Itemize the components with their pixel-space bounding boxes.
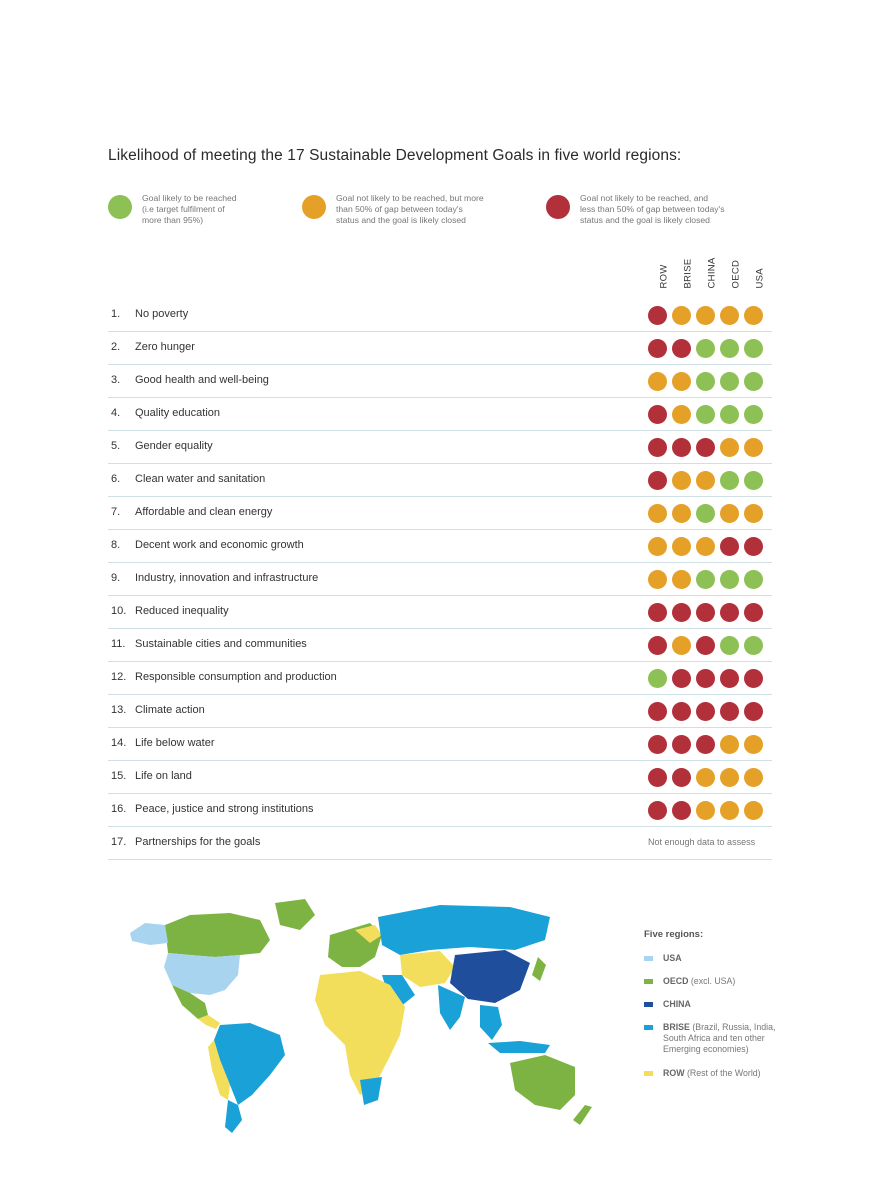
goal-row xyxy=(108,629,772,662)
status-dot-green xyxy=(720,471,739,490)
column-label: OECD xyxy=(730,259,742,289)
status-dots xyxy=(648,669,768,688)
status-dots xyxy=(648,306,768,325)
goal-row xyxy=(108,464,772,497)
goal-label: Industry, innovation and infrastructure xyxy=(135,572,319,584)
status-dot-red xyxy=(672,603,691,622)
status-dot-red xyxy=(648,735,667,754)
map-brise-indonesia xyxy=(488,1041,550,1053)
goal-number: 10. xyxy=(111,605,127,617)
status-dot-orange xyxy=(672,636,691,655)
map-china xyxy=(450,950,530,1003)
goal-number: 4. xyxy=(111,407,121,419)
column-label: BRISE xyxy=(682,258,694,289)
status-dot-red xyxy=(672,801,691,820)
legend-text-line: less than 50% of gap between today's xyxy=(580,204,725,214)
legend-text-line: (i.e target fulfilment of xyxy=(142,204,225,214)
status-dot-orange xyxy=(672,537,691,556)
status-dot-orange xyxy=(720,735,739,754)
status-dot-red xyxy=(648,603,667,622)
status-dot-orange xyxy=(744,438,763,457)
status-dot-red xyxy=(672,768,691,787)
map-oecd-canada xyxy=(165,913,270,957)
map-oecd-japan xyxy=(532,957,546,981)
status-dots xyxy=(648,471,768,490)
goal-number: 5. xyxy=(111,440,121,452)
status-dot-green xyxy=(744,636,763,655)
status-dot-orange xyxy=(744,504,763,523)
goal-number: 8. xyxy=(111,539,121,551)
status-dot-green xyxy=(648,669,667,688)
goal-row xyxy=(108,332,772,365)
goal-row xyxy=(108,827,772,860)
status-dot-red xyxy=(648,702,667,721)
status-dot-green xyxy=(744,339,763,358)
map-brise-russia xyxy=(378,905,550,955)
status-dots xyxy=(648,570,768,589)
legend-text-line: Goal likely to be reached xyxy=(142,193,237,203)
goal-row xyxy=(108,497,772,530)
region-name: ROW xyxy=(663,1068,685,1078)
map-row-africa xyxy=(315,971,405,1095)
status-dot-orange xyxy=(648,537,667,556)
region-swatch xyxy=(644,1002,653,1007)
status-dot-orange xyxy=(720,438,739,457)
status-dot-red xyxy=(744,537,763,556)
status-dot-red xyxy=(696,735,715,754)
status-dots xyxy=(648,735,768,754)
world-map xyxy=(120,895,610,1140)
status-dot-orange xyxy=(672,504,691,523)
status-dot-red xyxy=(696,702,715,721)
region-name: BRISE xyxy=(663,1022,690,1032)
legend-text-line: status and the goal is likely closed xyxy=(580,215,710,225)
status-dots xyxy=(648,702,768,721)
region-legend-brise xyxy=(644,1022,794,1055)
goal-row xyxy=(108,398,772,431)
status-dot-green xyxy=(720,405,739,424)
region-name: CHINA xyxy=(663,999,691,1009)
goal-number: 12. xyxy=(111,671,127,683)
legend-unlikely xyxy=(546,193,725,226)
goal-row xyxy=(108,761,772,794)
goal-number: 2. xyxy=(111,341,121,353)
status-dots xyxy=(648,405,768,424)
status-dot-orange xyxy=(672,372,691,391)
goal-row xyxy=(108,728,772,761)
map-oecd-greenland xyxy=(275,899,315,930)
goal-number: 17. xyxy=(111,836,127,848)
status-dot-green xyxy=(696,405,715,424)
status-dot-red xyxy=(648,438,667,457)
status-dot-orange xyxy=(696,768,715,787)
status-dot-orange xyxy=(720,504,739,523)
status-dot-red xyxy=(648,801,667,820)
status-dot-red xyxy=(648,636,667,655)
column-label: CHINA xyxy=(706,257,718,289)
map-brise-se-asia xyxy=(480,1005,502,1040)
status-dot-green xyxy=(720,339,739,358)
status-dots xyxy=(648,372,768,391)
legend-likely xyxy=(108,193,237,226)
status-dot-red xyxy=(648,405,667,424)
status-dot-red xyxy=(648,339,667,358)
goal-row xyxy=(108,530,772,563)
legend-dot-red xyxy=(546,195,570,219)
goal-row xyxy=(108,563,772,596)
status-dot-orange xyxy=(744,306,763,325)
status-dots xyxy=(648,438,768,457)
region-legend-china xyxy=(644,999,691,1010)
legend-text-line: Goal not likely to be reached, and xyxy=(580,193,709,203)
goal-row xyxy=(108,431,772,464)
region-legend-usa xyxy=(644,953,682,964)
status-dots xyxy=(648,537,768,556)
legend-text-line: Goal not likely to be reached, but more xyxy=(336,193,484,203)
goal-label: No poverty xyxy=(135,308,189,320)
status-dot-green xyxy=(744,372,763,391)
map-brise-argentina xyxy=(225,1100,242,1133)
goal-row xyxy=(108,299,772,332)
status-dot-orange xyxy=(744,735,763,754)
status-dot-green xyxy=(696,372,715,391)
legend-dot-orange xyxy=(302,195,326,219)
status-dot-red xyxy=(672,702,691,721)
status-dot-red xyxy=(672,438,691,457)
status-dot-red xyxy=(696,603,715,622)
goal-number: 7. xyxy=(111,506,121,518)
goal-label: Good health and well-being xyxy=(135,374,269,386)
goal-number: 13. xyxy=(111,704,127,716)
status-dot-orange xyxy=(696,306,715,325)
status-dot-orange xyxy=(720,306,739,325)
map-oecd-nz xyxy=(573,1105,592,1125)
region-name: OECD xyxy=(663,976,689,986)
region-desc: (Brazil, Russia, India, South Africa and ten other Emerging economies) xyxy=(663,1022,776,1054)
goal-number: 16. xyxy=(111,803,127,815)
status-dot-green xyxy=(744,405,763,424)
status-dot-red xyxy=(744,603,763,622)
goal-row xyxy=(108,662,772,695)
status-dot-orange xyxy=(672,405,691,424)
region-legend-oecd xyxy=(644,976,735,987)
region-name: USA xyxy=(663,953,682,963)
goal-number: 6. xyxy=(111,473,121,485)
status-dot-red xyxy=(648,768,667,787)
status-dot-orange xyxy=(696,537,715,556)
status-dot-orange xyxy=(672,471,691,490)
status-dot-orange xyxy=(720,801,739,820)
region-swatch xyxy=(644,979,653,984)
column-label: USA xyxy=(754,268,766,289)
regions-title: Five regions: xyxy=(644,929,704,940)
goal-label: Gender equality xyxy=(135,440,213,452)
legend-dot-green xyxy=(108,195,132,219)
region-swatch xyxy=(644,1071,653,1076)
map-usa-alaska xyxy=(130,923,168,945)
status-dot-orange xyxy=(672,570,691,589)
status-dot-orange xyxy=(744,768,763,787)
status-dots xyxy=(648,636,768,655)
goal-number: 11. xyxy=(111,638,126,650)
goal-label: Affordable and clean energy xyxy=(135,506,273,518)
status-dot-green xyxy=(696,504,715,523)
goal-number: 1. xyxy=(111,308,121,320)
status-dot-red xyxy=(696,438,715,457)
status-dot-red xyxy=(744,702,763,721)
status-dot-red xyxy=(720,603,739,622)
status-dot-red xyxy=(720,669,739,688)
goal-label: Sustainable cities and communities xyxy=(135,638,307,650)
status-dot-red xyxy=(672,669,691,688)
goal-label: Peace, justice and strong institutions xyxy=(135,803,314,815)
page-title: Likelihood of meeting the 17 Sustainable Development Goals in five world regions: xyxy=(108,147,682,164)
column-header-brise xyxy=(671,258,695,294)
goal-label: Clean water and sanitation xyxy=(135,473,266,485)
map-oecd-australia xyxy=(510,1055,575,1110)
status-dot-green xyxy=(720,636,739,655)
status-dot-green xyxy=(720,372,739,391)
status-dots xyxy=(648,339,768,358)
status-dot-red xyxy=(744,669,763,688)
goal-label: Partnerships for the goals xyxy=(135,836,261,848)
goal-row xyxy=(108,695,772,728)
status-dot-red xyxy=(696,636,715,655)
goal-number: 9. xyxy=(111,572,121,584)
goal-label: Quality education xyxy=(135,407,220,419)
column-header-row xyxy=(647,262,671,294)
status-dot-orange xyxy=(648,570,667,589)
region-desc: (excl. USA) xyxy=(688,976,736,986)
goal-number: 14. xyxy=(111,737,127,749)
status-dot-red xyxy=(672,339,691,358)
goal-number: 15. xyxy=(111,770,127,782)
status-dot-red xyxy=(648,471,667,490)
no-data-note: Not enough data to assess xyxy=(648,837,756,847)
status-dot-green xyxy=(696,339,715,358)
region-desc: (Rest of the World) xyxy=(684,1068,761,1078)
legend-text-line: than 50% of gap between today's xyxy=(336,204,463,214)
goal-label: Zero hunger xyxy=(135,341,195,353)
status-dot-orange xyxy=(720,768,739,787)
legend-text-line: more than 95%) xyxy=(142,215,204,225)
status-dots xyxy=(648,801,768,820)
region-swatch xyxy=(644,1025,653,1030)
map-brise-south-africa xyxy=(360,1077,382,1105)
status-dots xyxy=(648,768,768,787)
status-dot-green xyxy=(720,570,739,589)
column-header-oecd xyxy=(719,259,743,294)
region-swatch xyxy=(644,956,653,961)
status-dot-orange xyxy=(696,801,715,820)
status-dot-red xyxy=(648,306,667,325)
legend-text-line: status and the goal is likely closed xyxy=(336,215,466,225)
status-dot-red xyxy=(720,537,739,556)
status-dot-green xyxy=(696,570,715,589)
goal-label: Life on land xyxy=(135,770,192,782)
status-dot-orange xyxy=(744,801,763,820)
status-dot-green xyxy=(744,471,763,490)
legend-partial xyxy=(302,193,484,226)
goal-label: Life below water xyxy=(135,737,215,749)
column-label: ROW xyxy=(658,264,670,289)
status-dot-red xyxy=(696,669,715,688)
column-header-china xyxy=(695,257,719,294)
goals-table xyxy=(108,299,772,860)
status-dot-orange xyxy=(648,372,667,391)
goal-label: Responsible consumption and production xyxy=(135,671,337,683)
status-dot-orange xyxy=(648,504,667,523)
map-row-central-asia xyxy=(400,951,455,987)
region-legend-row xyxy=(644,1068,761,1079)
goal-row xyxy=(108,596,772,629)
goal-row xyxy=(108,365,772,398)
status-dot-red xyxy=(720,702,739,721)
status-dots xyxy=(648,504,768,523)
status-dot-green xyxy=(744,570,763,589)
goal-number: 3. xyxy=(111,374,121,386)
goal-label: Reduced inequality xyxy=(135,605,229,617)
status-dot-orange xyxy=(672,306,691,325)
status-dots xyxy=(648,603,768,622)
goal-row xyxy=(108,794,772,827)
status-dot-orange xyxy=(696,471,715,490)
goal-label: Decent work and economic growth xyxy=(135,539,304,551)
column-header-usa xyxy=(743,262,767,294)
status-dot-red xyxy=(672,735,691,754)
goal-label: Climate action xyxy=(135,704,205,716)
